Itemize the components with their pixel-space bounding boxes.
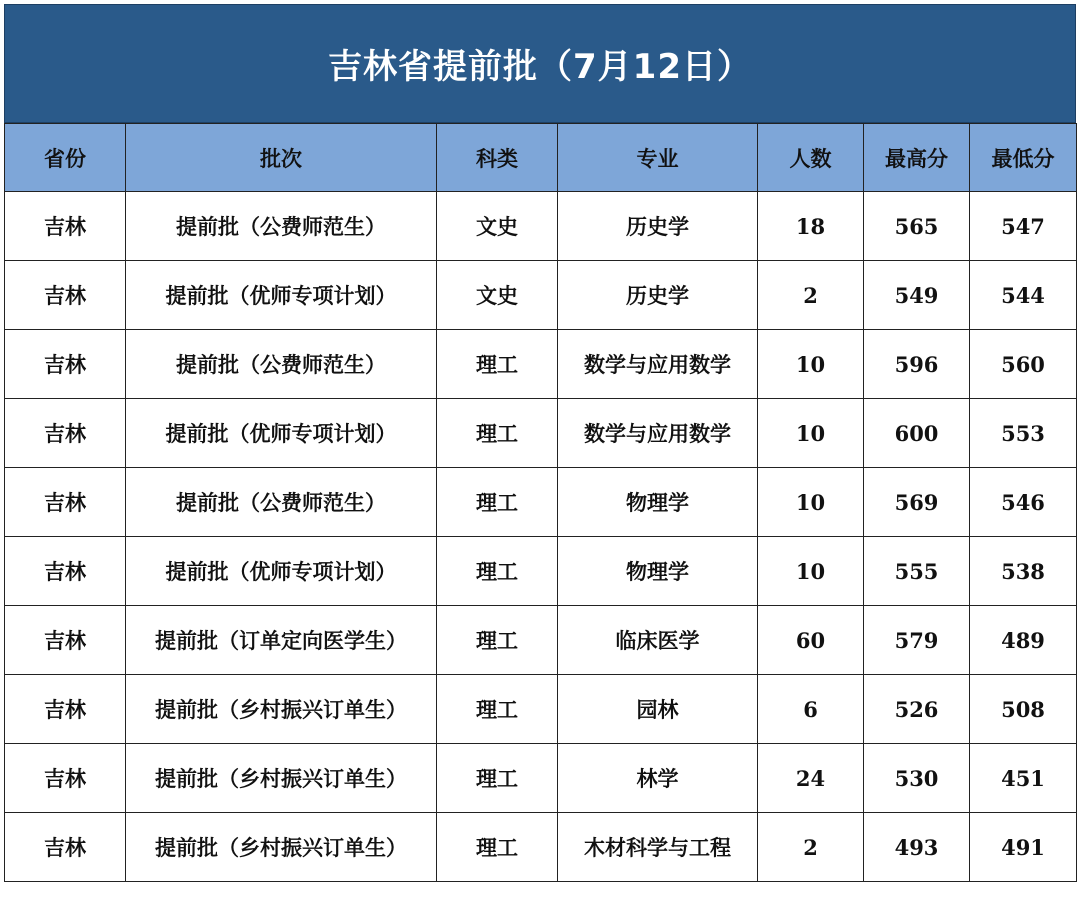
table-row [5, 537, 1077, 606]
cell-major: 林学 [558, 744, 758, 813]
cell-max-score: 579 [864, 606, 970, 675]
cell-batch: 提前批（乡村振兴订单生） [126, 744, 437, 813]
header-max-score: 最高分 [864, 124, 970, 192]
table-row [5, 192, 1077, 261]
cell-batch: 提前批（订单定向医学生） [126, 606, 437, 675]
cell-category: 文史 [437, 192, 558, 261]
cell-batch: 提前批（优师专项计划） [126, 261, 437, 330]
cell-max-score: 530 [864, 744, 970, 813]
cell-min-score: 544 [970, 261, 1077, 330]
cell-category: 文史 [437, 261, 558, 330]
cell-category: 理工 [437, 468, 558, 537]
cell-count: 18 [758, 192, 864, 261]
cell-count: 6 [758, 675, 864, 744]
cell-batch: 提前批（乡村振兴订单生） [126, 813, 437, 882]
cell-min-score: 553 [970, 399, 1077, 468]
cell-max-score: 565 [864, 192, 970, 261]
cell-min-score: 546 [970, 468, 1077, 537]
cell-major: 物理学 [558, 468, 758, 537]
cell-province: 吉林 [5, 744, 126, 813]
table-row [5, 261, 1077, 330]
cell-min-score: 547 [970, 192, 1077, 261]
cell-major: 临床医学 [558, 606, 758, 675]
cell-major: 历史学 [558, 192, 758, 261]
cell-min-score: 489 [970, 606, 1077, 675]
score-document [2, 2, 1078, 895]
cell-major: 历史学 [558, 261, 758, 330]
cell-province: 吉林 [5, 330, 126, 399]
cell-count: 10 [758, 468, 864, 537]
cell-province: 吉林 [5, 468, 126, 537]
header-batch: 批次 [126, 124, 437, 192]
cell-major: 数学与应用数学 [558, 399, 758, 468]
cell-batch: 提前批（乡村振兴订单生） [126, 675, 437, 744]
cell-batch: 提前批（优师专项计划） [126, 537, 437, 606]
cell-min-score: 508 [970, 675, 1077, 744]
cell-max-score: 555 [864, 537, 970, 606]
table-row [5, 399, 1077, 468]
cell-major: 物理学 [558, 537, 758, 606]
table-row [5, 675, 1077, 744]
cell-batch: 提前批（优师专项计划） [126, 399, 437, 468]
header-major: 专业 [558, 124, 758, 192]
cell-max-score: 569 [864, 468, 970, 537]
cell-count: 60 [758, 606, 864, 675]
cell-count: 24 [758, 744, 864, 813]
cell-province: 吉林 [5, 399, 126, 468]
cell-batch: 提前批（公费师范生） [126, 330, 437, 399]
cell-category: 理工 [437, 606, 558, 675]
cell-major: 园林 [558, 675, 758, 744]
table-row [5, 330, 1077, 399]
cell-category: 理工 [437, 813, 558, 882]
cell-count: 10 [758, 399, 864, 468]
header-min-score: 最低分 [970, 124, 1077, 192]
cell-province: 吉林 [5, 675, 126, 744]
cell-max-score: 596 [864, 330, 970, 399]
cell-category: 理工 [437, 675, 558, 744]
cell-min-score: 538 [970, 537, 1077, 606]
table-row [5, 813, 1077, 882]
cell-batch: 提前批（公费师范生） [126, 192, 437, 261]
cell-count: 10 [758, 330, 864, 399]
cell-province: 吉林 [5, 192, 126, 261]
cell-major: 数学与应用数学 [558, 330, 758, 399]
cell-major: 木材科学与工程 [558, 813, 758, 882]
cell-min-score: 491 [970, 813, 1077, 882]
cell-province: 吉林 [5, 537, 126, 606]
cell-province: 吉林 [5, 813, 126, 882]
cell-count: 2 [758, 261, 864, 330]
table-header-row [5, 124, 1077, 192]
cell-count: 10 [758, 537, 864, 606]
cell-batch: 提前批（公费师范生） [126, 468, 437, 537]
header-count: 人数 [758, 124, 864, 192]
table-row [5, 606, 1077, 675]
cell-max-score: 600 [864, 399, 970, 468]
header-category: 科类 [437, 124, 558, 192]
cell-category: 理工 [437, 744, 558, 813]
page-title: 吉林省提前批（7月12日） [4, 4, 1076, 123]
cell-max-score: 526 [864, 675, 970, 744]
cell-province: 吉林 [5, 261, 126, 330]
cell-category: 理工 [437, 537, 558, 606]
admission-score-table [4, 123, 1077, 882]
cell-max-score: 493 [864, 813, 970, 882]
table-row [5, 468, 1077, 537]
cell-count: 2 [758, 813, 864, 882]
cell-max-score: 549 [864, 261, 970, 330]
cell-category: 理工 [437, 399, 558, 468]
header-province: 省份 [5, 124, 126, 192]
cell-province: 吉林 [5, 606, 126, 675]
table-row [5, 744, 1077, 813]
cell-min-score: 451 [970, 744, 1077, 813]
cell-min-score: 560 [970, 330, 1077, 399]
cell-category: 理工 [437, 330, 558, 399]
